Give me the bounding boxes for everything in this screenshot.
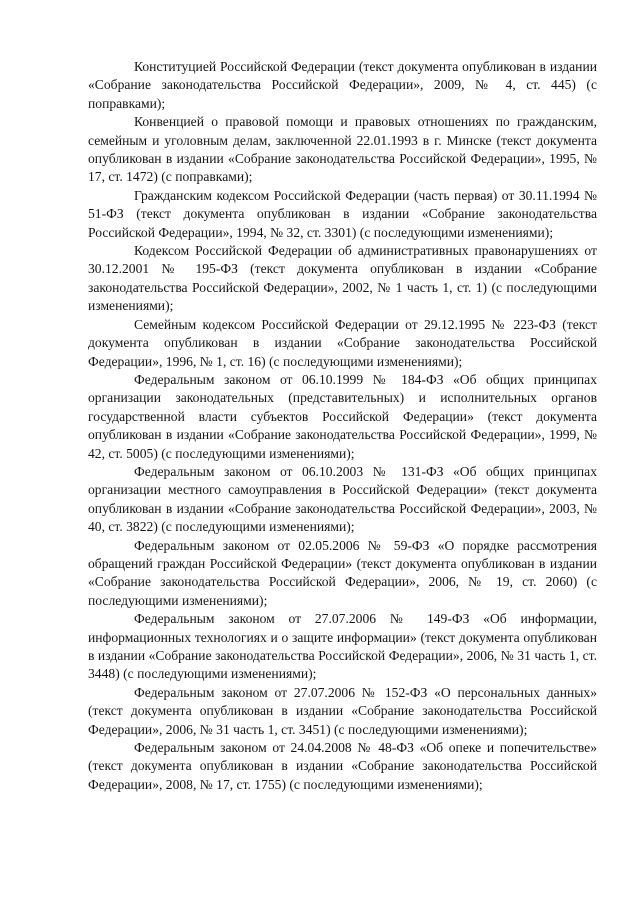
paragraph-law-149: Федеральным законом от 27.07.2006 № 149-ФЗ «Об информации, информационных технологиях и о защите информации» (текст документа опубликован в издании «Собрание законодательства Российской Федерации», 2006, № 31 часть 1, ст. 3448) (с последующими изменениями); <box>88 611 597 682</box>
paragraph-law-184: Федеральным законом от 06.10.1999 № 184-ФЗ «Об общих принципах организации законодательных (представительных) и исполнительных органов государственной власти субъектов Российской Федерации» (текст документа опубликован в издании «Собрание законодательства Российской Федерации», 1999, № 42, ст. 5005) (с последующими изменениями); <box>88 371 597 461</box>
paragraph-constitution: Конституцией Российской Федерации (текст документа опубликован в издании «Собрание законодательства Российской Федерации», 2009, № 4, ст. 445) (с поправками); <box>88 59 597 111</box>
paragraph-family-code: Семейным кодексом Российской Федерации от 29.12.1995 № 223-ФЗ (текст документа опубликован в издании «Собрание законодательства Российской Федерации», 1996, № 1, ст. 16) (с последующими изменениями); <box>88 316 597 369</box>
paragraph-law-59: Федеральным законом от 02.05.2006 № 59-ФЗ «О порядке рассмотрения обращений граждан Российской Федерации» (текст документа опубликован в издании «Собрание законодательства Российской Федерации», 2006, № 19, ст. 2060) (с последующими изменениями); <box>88 537 597 608</box>
paragraph-administrative-code: Кодексом Российской Федерации об административных правонарушениях от 30.12.2001 № 195-ФЗ (текст документа опубликован в издании «Собрание законодательства Российской Федерации», 2002, № 1 часть 1, ст. 1) (с последующими изменениями); <box>88 243 597 314</box>
document-body <box>88 58 597 794</box>
paragraph-law-152: Федеральным законом от 27.07.2006 № 152-ФЗ «О персональных данных» (текст документа опубликован в издании «Собрание законодательства Российской Федерации», 2006, № 31 часть 1, ст. 3451) (с последующими изменениями); <box>88 684 597 737</box>
paragraph-minsk-convention: Конвенцией о правовой помощи и правовых отношениях по гражданским, семейным и уголовным делам, заключенной 22.01.1993 в г. Минске (текст документа опубликован в издании «Собрание законодательства Российской Федерации», 1995, № 17, ст. 1472) (с поправками); <box>88 114 597 185</box>
paragraph-civil-code: Гражданским кодексом Российской Федерации (часть первая) от 30.11.1994 № 51-ФЗ (текст документа опубликован в издании «Собрание законодательства Российской Федерации», 1994, № 32, ст. 3301) (с последующими изменениями); <box>88 187 597 240</box>
paragraph-law-131: Федеральным законом от 06.10.2003 № 131-ФЗ «Об общих принципах организации местного самоуправления в Российской Федерации» (текст документа опубликован в издании «Собрание законодательства Российской Федерации», 2003, № 40, ст. 3822) (с последующими изменениями); <box>88 463 597 535</box>
paragraph-law-48: Федеральным законом от 24.04.2008 № 48-ФЗ «Об опеке и попечительстве» (текст документа опубликован в издании «Собрание законодательства Российской Федерации», 2008, № 17, ст. 1755) (с последующими изменениями); <box>88 740 597 792</box>
